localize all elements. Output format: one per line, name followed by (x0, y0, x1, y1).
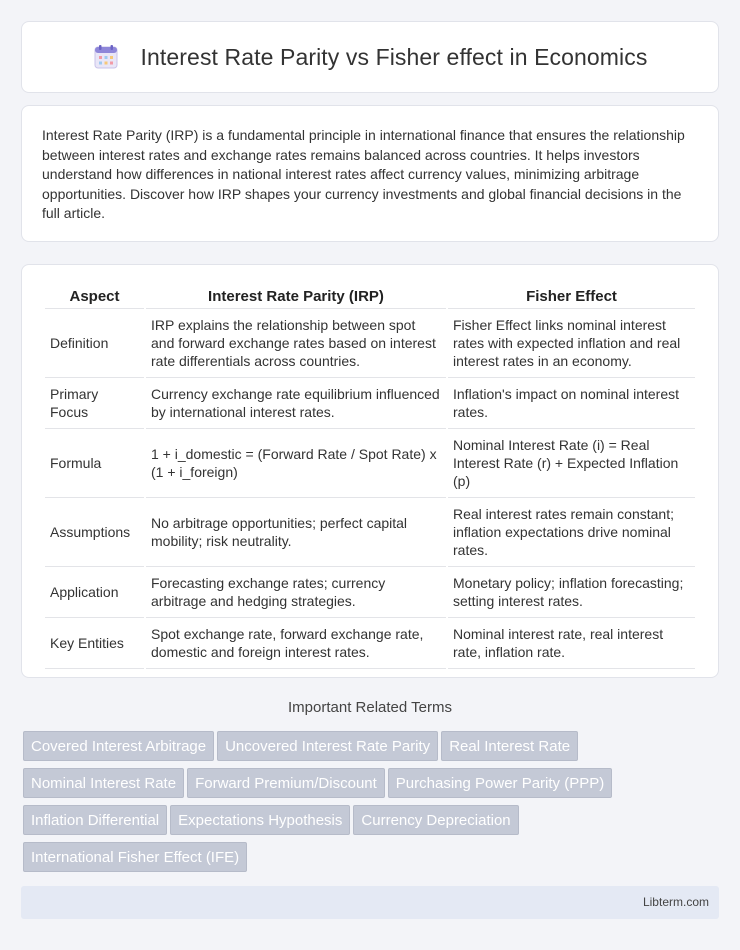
row-fisher: Nominal interest rate, real interest rate, inflation rate. (448, 618, 695, 669)
table-row (45, 309, 695, 378)
row-fisher: Nominal Interest Rate (i) = Real Interest Rate (r) + Expected Inflation (p) (448, 429, 695, 498)
footer-site-link[interactable]: Libterm.com (642, 895, 709, 909)
intro-card (21, 105, 719, 242)
header-irp: Interest Rate Parity (IRP) (146, 285, 446, 309)
row-aspect: Assumptions (45, 498, 144, 567)
related-term-tag[interactable]: Real Interest Rate (441, 731, 578, 761)
row-aspect: Application (45, 567, 144, 618)
row-aspect: Primary Focus (45, 378, 144, 429)
row-aspect: Definition (45, 309, 144, 378)
table-row (45, 378, 695, 429)
related-term-tag[interactable]: Uncovered Interest Rate Parity (217, 731, 438, 761)
header-card (21, 21, 719, 93)
table-row (45, 618, 695, 669)
table-row (45, 567, 695, 618)
comparison-table-card (21, 264, 719, 678)
table-header-row (45, 285, 695, 309)
related-term-tag[interactable]: Nominal Interest Rate (23, 768, 184, 798)
related-term-tag[interactable]: International Fisher Effect (IFE) (23, 842, 247, 872)
row-irp: Forecasting exchange rates; currency arbitrage and hedging strategies. (146, 567, 446, 618)
related-term-tag[interactable]: Currency Depreciation (353, 805, 518, 835)
header-fisher: Fisher Effect (448, 285, 695, 309)
related-term-tag[interactable]: Purchasing Power Parity (PPP) (388, 768, 612, 798)
related-term-tag[interactable]: Expectations Hypothesis (170, 805, 350, 835)
row-irp: No arbitrage opportunities; perfect capital mobility; risk neutrality. (146, 498, 446, 567)
footer (21, 886, 719, 919)
table-row (45, 429, 695, 498)
row-fisher: Fisher Effect links nominal interest rates with expected inflation and real interest rates in an economy. (448, 309, 695, 378)
row-irp: 1 + i_domestic = (Forward Rate / Spot Rate) x (1 + i_foreign) (146, 429, 446, 498)
related-term-tag[interactable]: Inflation Differential (23, 805, 167, 835)
page-title: Interest Rate Parity vs Fisher effect in Economics (140, 43, 648, 70)
row-aspect: Key Entities (45, 618, 144, 669)
related-terms-list (23, 731, 723, 879)
intro-paragraph: Interest Rate Parity (IRP) is a fundamental principle in international finance that ensures the relationship between interest rates and exchange rates remains balanced across countries. It helps investors understand how differences in national interest rates affect currency values, minimizing arbitrage opportunities. Discover how IRP shapes your currency investments and global financial decisions in the full article. (42, 127, 685, 221)
row-irp: Currency exchange rate equilibrium influenced by international interest rates. (146, 378, 446, 429)
related-term-tag[interactable]: Forward Premium/Discount (187, 768, 385, 798)
row-aspect: Formula (45, 429, 144, 498)
header-aspect: Aspect (45, 285, 144, 309)
calendar-grid-icon (93, 44, 119, 70)
table-row (45, 498, 695, 567)
row-fisher: Inflation's impact on nominal interest rates. (448, 378, 695, 429)
row-irp: Spot exchange rate, forward exchange rate, domestic and foreign interest rates. (146, 618, 446, 669)
row-fisher: Monetary policy; inflation forecasting; setting interest rates. (448, 567, 695, 618)
comparison-table (43, 285, 697, 669)
row-irp: IRP explains the relationship between spot and forward exchange rates based on interest rate differentials across countries. (146, 309, 446, 378)
row-fisher: Real interest rates remain constant; inflation expectations drive nominal rates. (448, 498, 695, 567)
related-term-tag[interactable]: Covered Interest Arbitrage (23, 731, 214, 761)
related-terms-heading: Important Related Terms (288, 699, 452, 716)
